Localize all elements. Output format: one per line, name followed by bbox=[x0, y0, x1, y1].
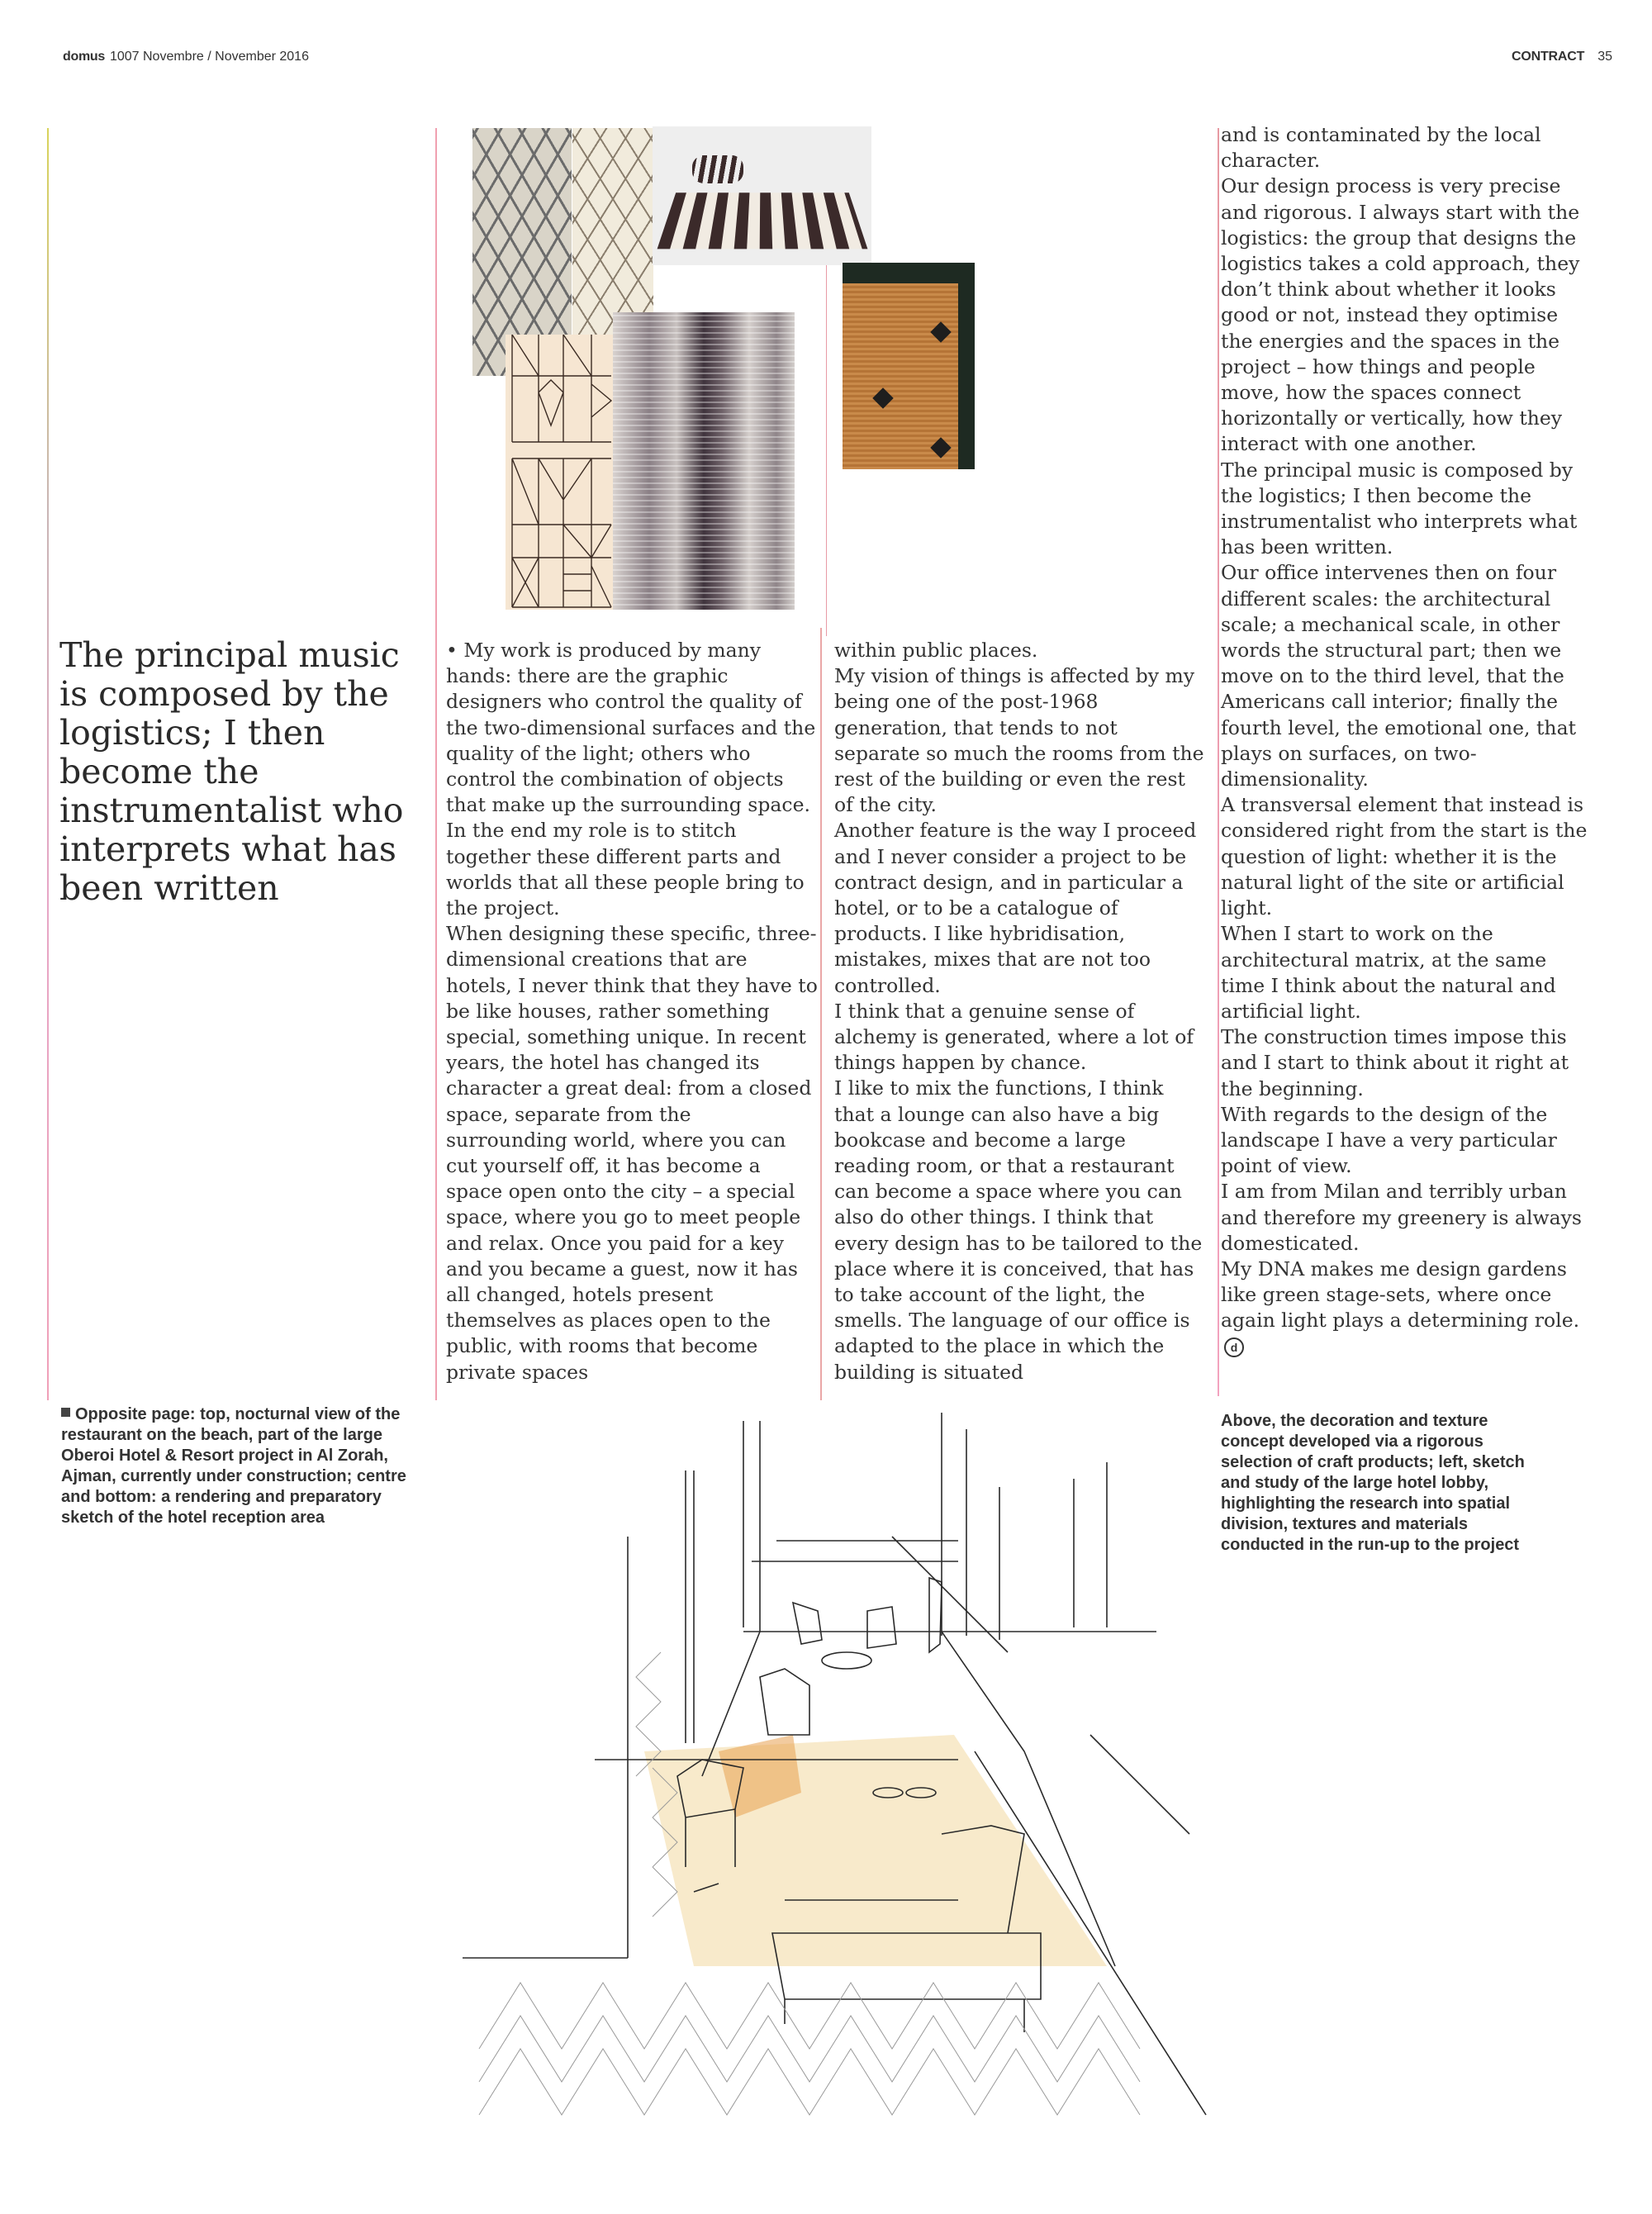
article-column-1 bbox=[446, 638, 818, 1385]
column-rule bbox=[47, 128, 49, 1400]
issue-info: 1007 Novembre / November 2016 bbox=[109, 50, 309, 64]
rug-image-striped-room bbox=[653, 126, 871, 265]
paragraph: and is contaminated by the local character. bbox=[1221, 123, 1541, 173]
rug-image-ombre-stripes bbox=[613, 312, 795, 610]
pull-quote: The principal music is composed by the logistics; I then become the instrumentalist who interprets what has been written bbox=[59, 635, 404, 908]
lobby-sketch bbox=[446, 1404, 1222, 2197]
running-header-left bbox=[63, 50, 309, 64]
caption-above: Above, the decoration and texture concept developed via a rigorous selection of craft products; left, sketch and study of the large hotel lobby, highlighting the research into spatial division, textures and materials conducted in the run-up to the project bbox=[1221, 1412, 1525, 1554]
rug-image-geometric-lines bbox=[506, 335, 617, 610]
paragraph-text: My DNA makes me design gardens like green stage-sets, where once again light plays a determining role. bbox=[1221, 1257, 1580, 1333]
column-rule bbox=[820, 628, 822, 1400]
column-rule bbox=[826, 248, 827, 636]
end-of-article-icon: d bbox=[1224, 1337, 1244, 1357]
paragraph: With regards to the design of the landscape I have a very particular point of view. bbox=[1221, 1102, 1557, 1178]
rug-image-woven-orange bbox=[843, 263, 975, 469]
article-column-3 bbox=[1221, 122, 1593, 1360]
geometric-pattern bbox=[506, 335, 617, 610]
lobby-sketch-drawing bbox=[446, 1404, 1222, 2197]
paragraph: The principal music is composed by the logistics; I then become the instrumentalist who interprets what has been written. bbox=[1221, 458, 1578, 559]
caption-opposite-page bbox=[61, 1404, 416, 1528]
magazine-brand: domus bbox=[63, 50, 105, 64]
paragraph: within public places. bbox=[834, 639, 1038, 662]
caption-text: Opposite page: top, nocturnal view of the restaurant on the beach, part of the large Oberoi Hotel & Resort project in Al Zorah, Ajman, currently under construction; centre and bottom: a rendering and preparatory sketch of the hotel reception area bbox=[61, 1405, 406, 1527]
article-column-2 bbox=[834, 638, 1206, 1385]
paragraph-final bbox=[1221, 1257, 1593, 1360]
section-name: CONTRACT bbox=[1512, 50, 1585, 64]
paragraph: • My work is produced by many hands: there are the graphic designers who control the quality of the two-dimensional surfaces and the quality of the light; others who control the combination of objects that make up the surrounding space. In the end my role is to stitch together these different parts and worlds that all these people bring to the project. bbox=[446, 639, 816, 920]
running-header-right bbox=[1512, 50, 1612, 64]
paragraph: When designing these specific, three-dimensional creations that are hotels, I never think that they have to be like houses, rather something special, something unique. In recent years, the hotel has changed its character a great deal: from a closed space, separate from the surrounding world, where you can cut yourself off, it has become a space open onto the city – a special space, where you go to meet people and relax. Once you paid for a key and you became a guest, now it has all changed, hotels present themselves as places open to the public, with rooms that become private spaces bbox=[446, 922, 818, 1384]
paragraph: A transversal element that instead is considered right from the start is the question of light: whether it is the natural light of the site or artificial light. bbox=[1221, 793, 1588, 920]
paragraph: Another feature is the way I proceed and I never consider a project to be contract design, and in particular a hotel, or to be a catalogue of products. I like hybridisation, mistakes, mixes that are not too controlled. bbox=[834, 819, 1197, 997]
page-number: 35 bbox=[1597, 50, 1612, 64]
striped-rug bbox=[657, 192, 868, 249]
paragraph: My vision of things is affected by my being one of the post-1968 generation, that tends to not separate so much the rooms from the rest of the building or even the rest of the city. bbox=[834, 664, 1204, 817]
striped-pillow bbox=[692, 155, 743, 183]
paragraph: When I start to work on the architectural matrix, at the same time I think about the natural and artificial light. bbox=[1221, 922, 1556, 1023]
paragraph: I am from Milan and terribly urban and therefore my greenery is always domesticated. bbox=[1221, 1180, 1582, 1255]
paragraph: Our design process is very precise and rigorous. I always start with the logistics: the group that designs the logistics takes a cold approach, they don’t think about whether it looks good or not, instead they optimise the energies and the spaces in the project – how things and people move, how the spaces connect horizontally or vertically, how they interact with one another. bbox=[1221, 174, 1580, 456]
square-bullet-icon bbox=[61, 1408, 70, 1417]
paragraph: The construction times impose this and I start to think about it right at the beginning. bbox=[1221, 1025, 1569, 1100]
paragraph: I like to mix the functions, I think that a lounge can also have a big bookcase and become a large reading room, or that a restaurant can become a space where you can also do other things. I think that every design has to be tailored to the place where it is conceived, that has to take account of the light, the smells. The language of our office is adapted to the place in which the building is situated bbox=[834, 1076, 1203, 1384]
paragraph: Our office intervenes then on four different scales: the architectural scale; a mechanical scale, in other words the structural part; then we move on to the third level, that the Americans call interior; finally the fourth level, the emotional one, that plays on surfaces, on two-dimensionality. bbox=[1221, 561, 1577, 791]
column-rule bbox=[435, 128, 437, 1400]
paragraph: I think that a genuine sense of alchemy is generated, where a lot of things happen by chance. bbox=[834, 999, 1194, 1075]
column-rule bbox=[1218, 128, 1219, 1396]
